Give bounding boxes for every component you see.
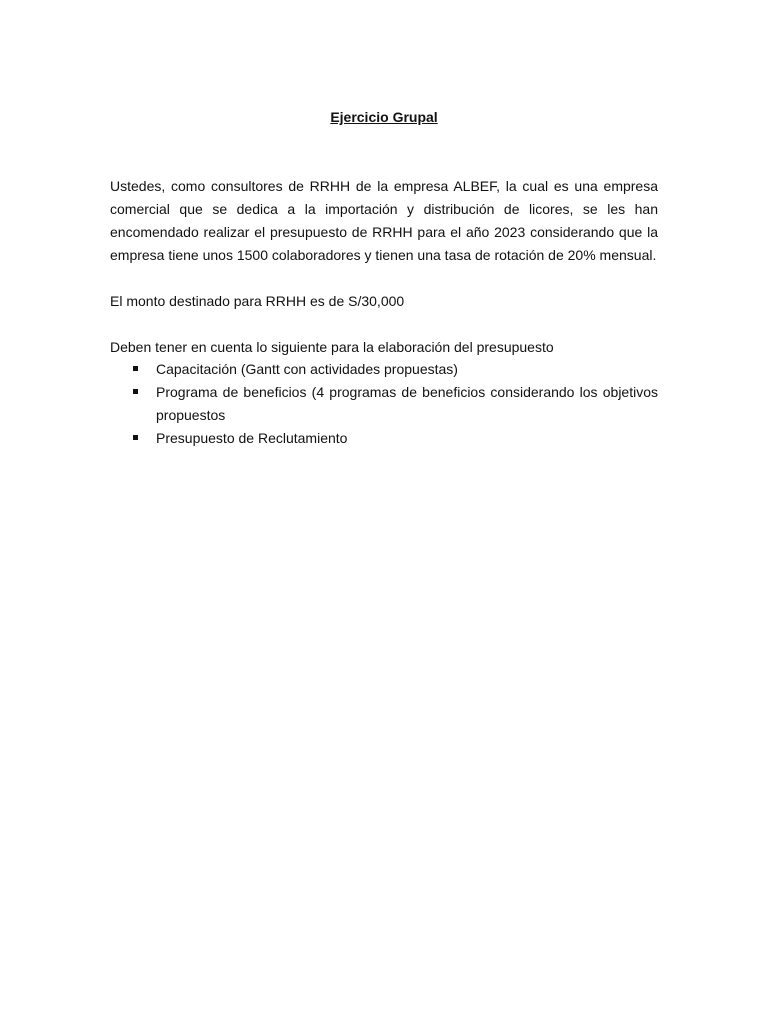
intro-paragraph: Ustedes, como consultores de RRHH de la empresa ALBEF, la cual es una empresa comercial que se dedica a la importación y distribución de licores, se les han encomendado realizar el presupuesto de RRHH para el año 2023 considerando que la empresa tiene unos 1500 colaboradores y tienen una tasa de rotación de 20% mensual. <box>110 178 658 263</box>
requirements-list <box>110 358 658 450</box>
list-item-text: Capacitación (Gantt con actividades propuestas) <box>156 361 458 377</box>
list-item <box>110 427 658 450</box>
requirements-intro: Deben tener en cuenta lo siguiente para la elaboración del presupuesto <box>110 339 554 355</box>
list-item-text: Presupuesto de Reclutamiento <box>156 430 348 446</box>
square-bullet-icon <box>133 366 138 371</box>
list-item <box>110 381 658 427</box>
budget-line: El monto destinado para RRHH es de S/30,000 <box>110 293 405 309</box>
square-bullet-icon <box>133 435 138 440</box>
square-bullet-icon <box>133 389 138 394</box>
list-item <box>110 358 658 381</box>
list-item-text: Programa de beneficios (4 programas de beneficios considerando los objetivos propuestos <box>156 384 658 423</box>
document-title: Ejercicio Grupal <box>330 109 438 125</box>
